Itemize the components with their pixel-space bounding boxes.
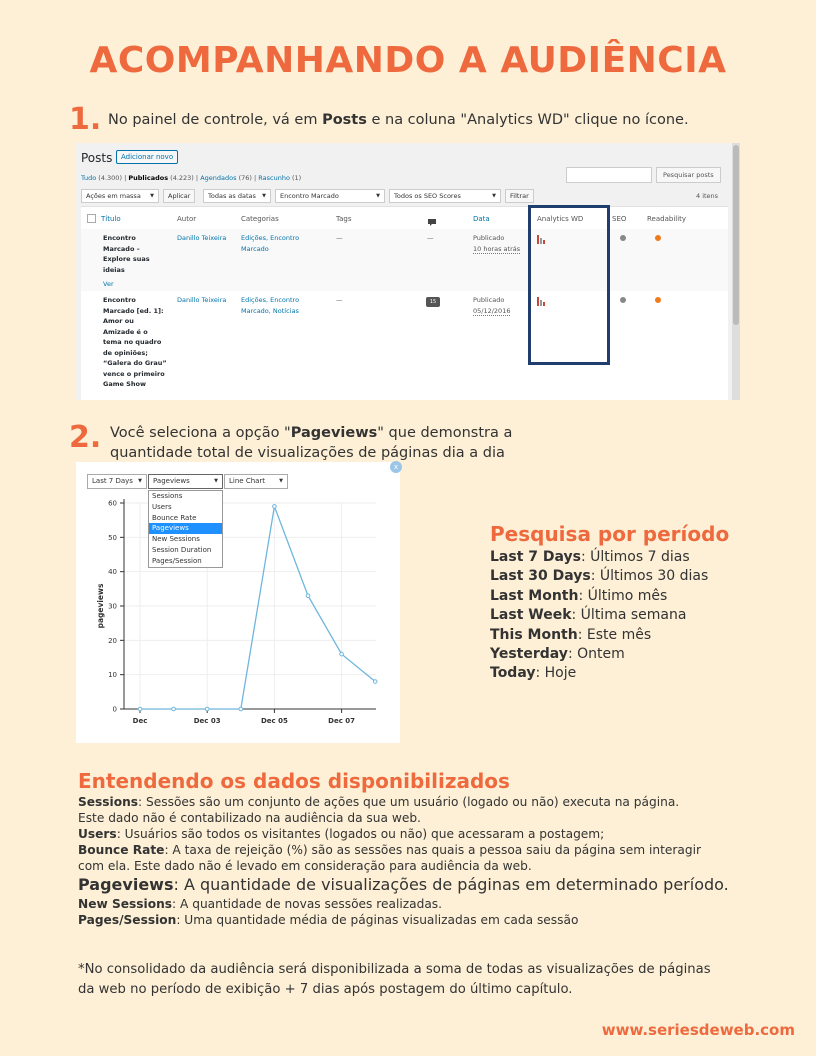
metric-option-new-sessions[interactable]: New Sessions	[152, 535, 200, 544]
category-label: Encontro Marcado	[280, 192, 339, 200]
post-title-link[interactable]	[103, 233, 171, 275]
x-tick-label: Dec 03	[193, 717, 221, 725]
post-title-line: de opiniões;	[103, 348, 148, 357]
users-key: Users	[78, 827, 117, 841]
period-key: Yesterday	[490, 646, 568, 663]
period-item	[490, 626, 729, 645]
seo-score-label: Todos os SEO Scores	[394, 192, 461, 200]
metric-option-pageviews[interactable]: Pageviews	[149, 523, 222, 534]
search-posts-input[interactable]	[566, 167, 652, 183]
chevron-down-icon: ▼	[279, 478, 283, 484]
period-list	[490, 522, 729, 684]
y-tick-label: 20	[108, 636, 117, 645]
y-tick-label: 50	[108, 533, 117, 542]
chevron-down-icon: ▼	[262, 193, 266, 199]
search-posts-button[interactable]: Pesquisar posts	[656, 167, 721, 183]
wp-posts-screenshot	[76, 143, 740, 400]
post-title-line: Amor ou	[103, 317, 134, 325]
post-title-line: tema no quadro	[103, 338, 162, 346]
site-url: www.seriesdeweb.com	[601, 1021, 795, 1039]
post-date-value: 05/12/2016	[473, 306, 511, 315]
y-tick-label: 60	[108, 499, 117, 508]
category-line: Edições, Encontro	[241, 234, 300, 242]
analytics-chart-panel	[76, 462, 400, 743]
metric-option-session-duration[interactable]: Session Duration	[152, 545, 212, 554]
step-2-text-bold: Pageviews	[290, 425, 378, 441]
period-key: This Month	[490, 626, 578, 643]
step-1-text-after: e na coluna "Analytics WD" clique no ícone.	[366, 112, 689, 128]
data-point	[306, 594, 310, 598]
status-scheduled-count: (76)	[238, 174, 252, 182]
step-2-text	[110, 423, 512, 463]
data-point	[205, 707, 209, 711]
column-categories: Categorias	[241, 215, 279, 223]
data-point	[172, 707, 176, 711]
period-key: Last Week	[490, 607, 572, 624]
post-date	[473, 295, 510, 316]
data-point	[239, 707, 243, 711]
period-item	[490, 567, 729, 586]
close-icon[interactable]: x	[390, 461, 402, 473]
footnote-line-1: *No consolidado da audiência será disponibilizada a soma de todas as visualizações de páginas	[78, 962, 711, 977]
table-row	[81, 291, 728, 400]
period-key: Last Month	[490, 587, 579, 604]
post-tags: —	[336, 296, 343, 304]
post-title-line: ideias	[103, 265, 125, 274]
data-point	[340, 652, 344, 656]
metric-options-list	[148, 490, 223, 568]
column-author: Autor	[177, 215, 197, 223]
period-select-value: Last 7 Days	[92, 477, 133, 485]
post-title-line: Marcado –	[103, 244, 140, 253]
period-key: Today	[490, 665, 536, 682]
data-explanation	[78, 768, 778, 928]
chart-type-select-value: Line Chart	[229, 477, 266, 485]
metric-select[interactable]	[148, 474, 223, 489]
post-author-link[interactable]: Danillo Teixeira	[177, 234, 227, 242]
x-tick-label: Dec 07	[328, 717, 356, 725]
sessions-text: : Sessões são um conjunto de ações que um usuário (logado ou não) executa na página.	[138, 795, 680, 809]
new-sessions-definition	[78, 896, 778, 912]
post-categories-link[interactable]	[241, 295, 299, 316]
comments-column-icon[interactable]	[427, 212, 437, 221]
seo-score-dot	[620, 297, 626, 303]
post-title-line: vence o primeiro	[103, 369, 165, 378]
period-item	[490, 587, 729, 606]
metric-option-sessions[interactable]: Sessions	[152, 492, 183, 500]
y-tick-label: 30	[108, 602, 117, 611]
chevron-down-icon: ▼	[214, 478, 218, 484]
pages-session-key: Pages/Session	[78, 913, 177, 927]
footnote	[78, 960, 778, 1000]
pages-session-text: : Uma quantidade média de páginas visualizadas em cada sessão	[176, 913, 579, 927]
dates-label: Todas as datas	[208, 192, 256, 200]
chevron-down-icon: ▼	[492, 193, 496, 199]
period-item	[490, 645, 729, 664]
step-1-text	[108, 110, 689, 130]
post-comments: —	[427, 234, 434, 242]
footnote-line-2: da web no período de exibição + 7 dias após postagem do último capítulo.	[78, 982, 573, 997]
dates-select[interactable]	[203, 189, 271, 203]
apply-button[interactable]: Aplicar	[163, 189, 195, 203]
analytics-column-highlight	[528, 205, 610, 365]
period-item	[490, 664, 729, 683]
category-line: Edições, Encontro	[241, 296, 300, 304]
step-2-text-line2: quantidade total de visualizações de páginas dia a dia	[110, 445, 505, 461]
wp-scrollbar-thumb[interactable]	[733, 145, 739, 325]
post-date	[473, 233, 520, 254]
bulk-actions-label: Ações em massa	[86, 192, 141, 200]
page-title: ACOMPANHANDO A AUDIÊNCIA	[89, 40, 727, 81]
new-sessions-text: : A quantidade de novas sessões realizadas.	[172, 897, 443, 911]
post-status-filter	[81, 174, 301, 182]
data-heading: Entendendo os dados disponibilizados	[78, 769, 510, 793]
bounce-text: : A taxa de rejeição (%) são as sessões nas quais a pessoa saiu da página sem interagir	[164, 843, 701, 857]
data-point	[273, 505, 277, 509]
sessions-note: Este dado não é contabilizado na audiência da sua web.	[78, 811, 421, 825]
post-status: Publicado	[473, 234, 505, 242]
column-seo: SEO	[612, 215, 627, 223]
data-point	[373, 680, 377, 684]
status-drafts-link[interactable]: Rascunho	[258, 174, 290, 182]
data-point	[138, 707, 142, 711]
category-select[interactable]	[275, 189, 385, 203]
item-count: 4 itens	[696, 192, 719, 200]
y-axis-label: pageviews	[96, 583, 105, 629]
bounce-definition	[78, 842, 778, 858]
y-tick-label: 0	[112, 705, 117, 714]
column-readability: Readability	[647, 215, 687, 223]
post-title-line: Amizade é o	[103, 327, 148, 336]
chevron-down-icon: ▼	[376, 193, 380, 199]
period-value: : Hoje	[535, 665, 577, 682]
seo-score-select[interactable]	[389, 189, 501, 203]
column-analytics-wd: Analytics WD	[537, 215, 584, 223]
metric-select-value: Pageviews	[153, 477, 190, 485]
pages-session-definition	[78, 912, 778, 928]
pageviews-key: Pageviews	[78, 875, 174, 894]
step-1-number: 1.	[69, 102, 102, 137]
status-all-count: (4.300)	[98, 174, 122, 182]
metric-option-pages-session[interactable]: Pages/Session	[152, 556, 202, 565]
status-sep-2: |	[195, 174, 199, 182]
period-value: : Última semana	[571, 607, 687, 624]
step-2-text-after: " que demonstra a	[377, 425, 513, 441]
chevron-down-icon: ▼	[150, 193, 154, 199]
category-line: Marcado, Notícias	[241, 306, 299, 315]
column-tags: Tags	[336, 215, 352, 223]
y-tick-label: 40	[108, 568, 117, 577]
post-author-link[interactable]: Danillo Teixeira	[177, 296, 227, 304]
period-item	[490, 548, 729, 567]
status-scheduled-link[interactable]: Agendados	[200, 174, 237, 182]
status-published-link[interactable]: Publicados	[128, 174, 169, 182]
period-select[interactable]	[87, 474, 147, 489]
status-all-link[interactable]: Tudo	[81, 174, 97, 182]
status-published-count: (4.223)	[170, 174, 194, 182]
post-title-link[interactable]	[103, 295, 175, 390]
post-title-line: Encontro	[103, 296, 136, 304]
category-line: Marcado	[241, 244, 269, 253]
chevron-down-icon: ▼	[138, 478, 142, 484]
x-tick-label: Dec 05	[260, 717, 288, 725]
period-value: : Últimos 7 dias	[580, 549, 690, 565]
period-item	[490, 606, 729, 625]
select-all-checkbox[interactable]	[87, 214, 96, 223]
post-date-value: 10 horas atrás	[473, 244, 521, 253]
post-tags: —	[336, 234, 343, 242]
post-title-line: Encontro	[103, 234, 136, 242]
bounce-definition-cont: com ela. Este dado não é levado em consideração para audiência da web.	[78, 859, 532, 873]
users-text: : Usuários são todos os visitantes (logados ou não) que acessaram a postagem;	[116, 827, 605, 841]
post-categories-link[interactable]	[241, 233, 299, 254]
period-value: : Ontem	[567, 646, 625, 663]
post-title-line: Game Show	[103, 380, 146, 388]
period-value: : Último mês	[578, 587, 668, 604]
period-value: : Últimos 30 dias	[590, 568, 709, 585]
sessions-key: Sessions	[78, 795, 139, 809]
period-key: Last 30 Days	[490, 568, 591, 585]
column-title[interactable]: Título	[101, 215, 121, 223]
seo-score-dot	[620, 235, 626, 241]
post-title-line: Marcado [ed. 1]:	[103, 306, 164, 315]
users-definition	[78, 826, 778, 842]
status-sep-1: |	[124, 174, 127, 182]
column-date[interactable]: Data	[473, 215, 490, 223]
period-heading: Pesquisa por período	[490, 522, 730, 546]
pageviews-line-chart	[76, 462, 400, 743]
period-value: : Este mês	[577, 626, 652, 643]
pageviews-definition	[78, 874, 778, 896]
readability-score-dot	[655, 235, 661, 241]
metric-option-users[interactable]: Users	[152, 502, 172, 511]
posts-table	[81, 206, 728, 400]
table-row	[81, 229, 728, 291]
step-2-text-before: Você seleciona a opção "	[110, 425, 291, 441]
wp-scrollbar[interactable]	[732, 143, 740, 400]
chart-type-select[interactable]	[224, 474, 288, 489]
add-new-post-button[interactable]: Adicionar novo	[116, 150, 178, 164]
step-1-text-before: No painel de controle, vá em	[108, 112, 323, 128]
pageviews-text: : A quantidade de visualizações de páginas em determinado período.	[173, 875, 729, 894]
bulk-actions-select[interactable]	[81, 189, 159, 203]
post-status: Publicado	[473, 296, 505, 304]
post-title-line: Explore suas	[103, 255, 150, 263]
wp-heading: Posts	[81, 151, 113, 165]
period-key: Last 7 Days	[490, 549, 581, 565]
status-sep-3: |	[254, 174, 257, 182]
y-tick-label: 10	[108, 671, 117, 680]
filter-button[interactable]: Filtrar	[505, 189, 534, 203]
new-sessions-key: New Sessions	[78, 897, 173, 911]
view-post-link[interactable]: Ver	[103, 280, 114, 288]
bounce-key: Bounce Rate	[78, 843, 165, 857]
status-drafts-count: (1)	[292, 174, 302, 182]
comment-count-bubble[interactable]: 15	[426, 297, 440, 307]
sessions-definition	[78, 794, 778, 810]
readability-score-dot	[655, 297, 661, 303]
step-2-number: 2.	[69, 420, 102, 455]
x-tick-label: Dec	[132, 717, 148, 725]
step-1-text-bold: Posts	[322, 112, 367, 128]
post-title-line: “Galera do Grau”	[103, 359, 167, 367]
metric-option-bounce-rate[interactable]: Bounce Rate	[152, 513, 197, 522]
